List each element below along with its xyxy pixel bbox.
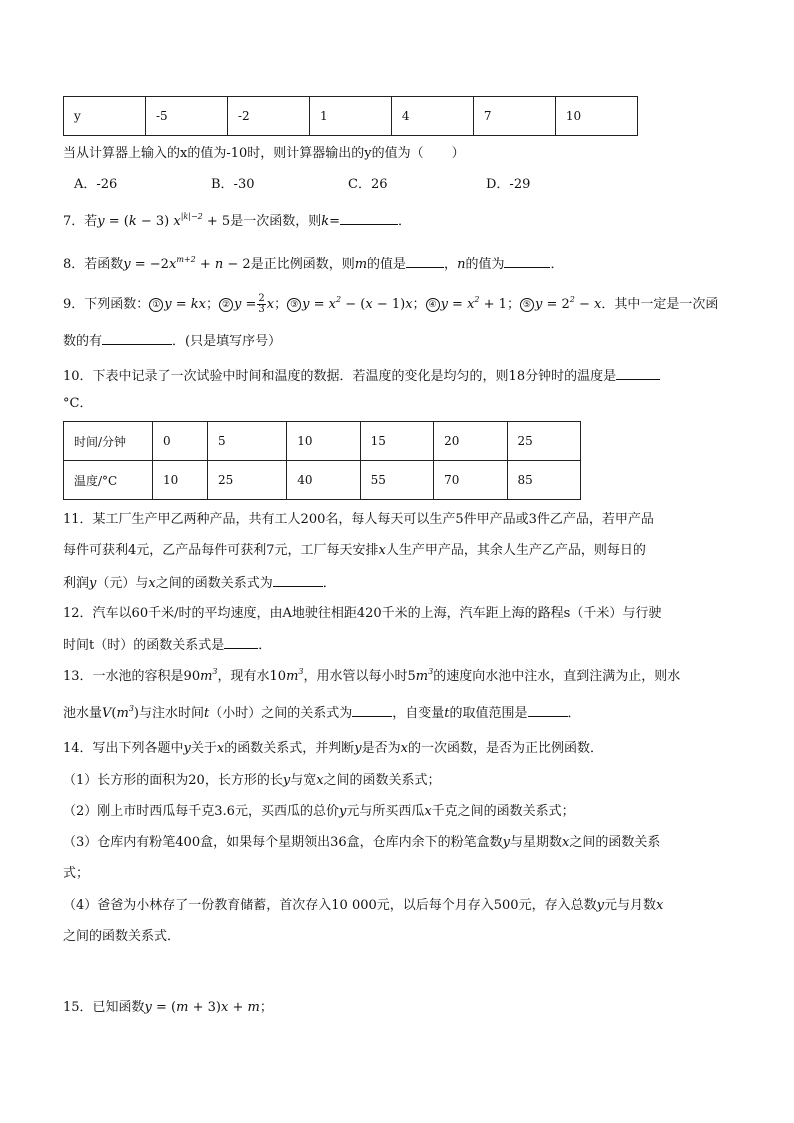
question-9: 9．下列函数： ① y = kx； ② y = $\frac{2}{3}$ x； ③ $y = x^2 - (x - 1)x$； ④ $y = x^2 + 1$； ⑤ $y = 2^2 - x$．其中一定是一次函 (63, 293, 719, 315)
table-cell: 时间/分钟 (64, 422, 153, 461)
question-11: 11．某工厂生产甲乙两种产品，共有工人200名，每人每天可以生产5件甲产品或3件乙产品，若甲产品 (63, 512, 654, 527)
table-cell: 70 (434, 461, 507, 500)
table-cell: 25 (207, 461, 286, 500)
table-cell: 7 (473, 97, 555, 136)
formula: $y = -2x^{m+2} + n - 2$ (123, 254, 251, 272)
question-10: 10．下表中记录了一次试验中时间和温度的数据．若温度的变化是均匀的，则18分钟时的温度是 (63, 366, 660, 387)
table-cell: 20 (434, 422, 507, 461)
question-11-line3: 利润y（元）与x之间的函数关系式为 ． (63, 573, 336, 594)
question-14: 14．写出下列各题中y关于x的函数关系式，并判断y是否为x的一次函数，是否为正比例函数． (63, 741, 604, 756)
table-cell: 55 (360, 461, 433, 500)
formula: y = (k − 3) $x^{|k|-2} + 5$ (97, 211, 231, 229)
table-cell: 温度/°C (64, 461, 153, 500)
table-cell: 40 (287, 461, 360, 500)
table-cell: y (64, 97, 146, 136)
option-a: A．-26 (74, 177, 118, 192)
table-cell: 1 (309, 97, 391, 136)
question-9-line2: 数的有 ．(只是填写序号） (63, 331, 281, 352)
question-14-part4: （4）爸爸为小林存了一份教育储蓄，首次存入10 000元，以后每个月存入500元，存入总数y元与月数x (63, 898, 664, 913)
question-10-line2: °C． (63, 396, 93, 411)
table-cell: 25 (507, 422, 580, 461)
fraction: $\frac{2}{3}$ (258, 293, 265, 315)
table-cell: -5 (145, 97, 227, 136)
time-temperature-table (63, 421, 581, 500)
table-cell: 10 (152, 461, 207, 500)
table-cell: 15 (360, 422, 433, 461)
answer-blank[interactable] (273, 573, 323, 587)
table-cell: 85 (507, 461, 580, 500)
table-cell: 4 (391, 97, 473, 136)
option-d: D．-29 (486, 177, 531, 192)
answer-blank[interactable] (340, 211, 398, 225)
question-14-part4-line2: 之间的函数关系式． (63, 929, 181, 944)
answer-blank[interactable] (528, 703, 568, 717)
option-b: B．-30 (211, 177, 255, 192)
answer-blank[interactable] (352, 703, 392, 717)
question-14-part2: （2）刚上市时西瓜每千克3.6元，买西瓜的总价y元与所买西瓜x千克之间的函数关系式； (63, 804, 575, 819)
formula: y = (m + 3)x + m (144, 1000, 260, 1015)
question-7: 7．若y = (k − 3) $x^{|k|-2} + 5$是一次函数，则k= ． (63, 211, 412, 229)
option-c: C．26 (348, 177, 388, 192)
table-cell: -2 (227, 97, 309, 136)
table-cell: 10 (555, 97, 637, 136)
answer-blank[interactable] (616, 366, 660, 380)
answer-blank[interactable] (102, 331, 172, 345)
question-11-line2: 每件可获利4元，乙产品每件可获利7元，工厂每天安排x人生产甲产品，其余人生产乙产品，则每日的 (63, 543, 646, 558)
question-13-line2: 池水量$V(m^3)$与注水时间t（小时）之间的关系式为 ，自变量t的取值范围是 ． (63, 703, 581, 721)
question-8: 8．若函数$y = -2x^{m+2} + n - 2$是正比例函数，则m的值是 ，n的值为 ． (63, 254, 564, 272)
table-cell: 10 (287, 422, 360, 461)
table-cell: 5 (207, 422, 286, 461)
answer-blank[interactable] (504, 254, 550, 268)
question-14-part3-line2: 式； (63, 866, 90, 881)
question-12-line2: 时间t（时）的函数关系式是 ． (63, 635, 271, 656)
table-row (64, 461, 581, 500)
question-6: 当从计算器上输入的x的值为-10时，则计算器输出的y的值为（ ） (63, 146, 465, 161)
question-14-part3: （3）仓库内有粉笔400盒，如果每个星期领出36盒，仓库内余下的粉笔盒数y与星期数x之间的函数关系 (63, 835, 661, 850)
answer-blank[interactable] (406, 254, 444, 268)
question-12: 12．汽车以60千米/时的平均速度，由A地驶往相距420千米的上海，汽车距上海的路程s（千米）与行驶 (63, 606, 662, 621)
table-row (64, 422, 581, 461)
table-cell: 0 (152, 422, 207, 461)
table-row (64, 97, 638, 136)
answer-blank[interactable] (224, 635, 258, 649)
question-13: 13．一水池的容积是$90m^3$，现有水$10m^3$，用水管以每小时$5m^3$的速度向水池中注水，直到注满为止，则水 (63, 666, 681, 684)
question-14-part1: （1）长方形的面积为20，长方形的长y与宽x之间的函数关系式； (63, 773, 441, 788)
question-15: 15．已知函数y = (m + 3)x + m； (63, 1000, 273, 1015)
top-table (63, 96, 638, 136)
